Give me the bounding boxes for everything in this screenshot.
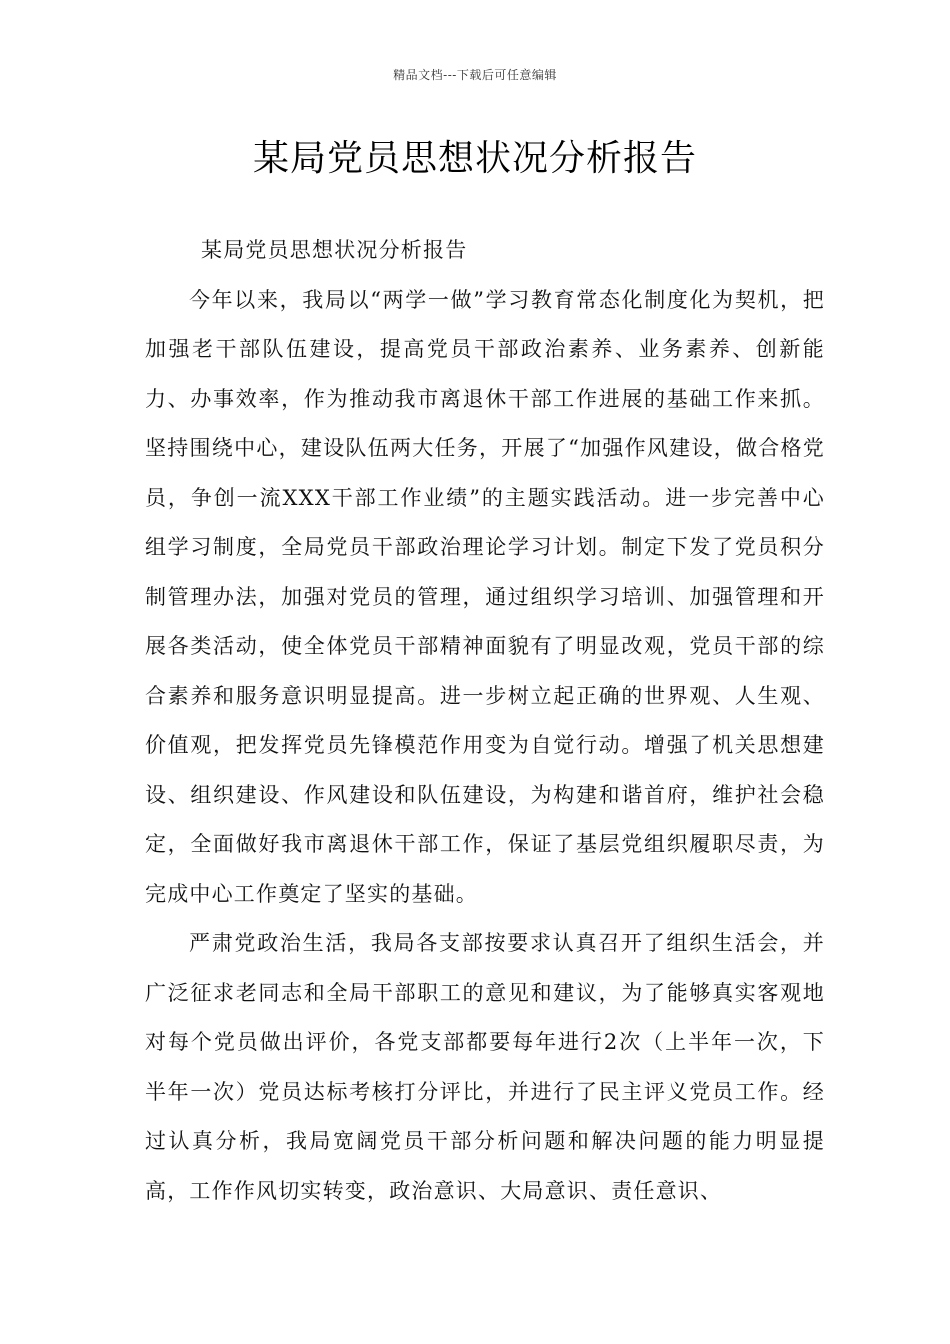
document-subtitle: 某局党员思想状况分析报告 [201,238,468,262]
paragraph: 今年以来，我局以“两学一做”学习教育常态化制度化为契机，把加强老干部队伍建设，提高党员干部政治素养、业务素养、创新能力、办事效率，作为推动我市离退休干部工作进展的基础工作来抓。坚持围绕中心，建设队伍两大任务，开展了“加强作风建设，做合格党员，争创一流XXX干部工作业绩”的主题实践活动。进一步完善中心组学习制度，全局党员干部政治理论学习计划。制定下发了党员积分制管理办法，加强对党员的管理，通过组织学习培训、加强管理和开展各类活动，使全体党员干部精神面貌有了明显改观，党员干部的综合素养和服务意识明显提高。进一步树立起正确的世界观、人生观、价值观，把发挥党员先锋模范作用变为自觉行动。增强了机关思想建设、组织建设、作风建设和队伍建设，为构建和谐首府，维护社会稳定，全面做好我市离退休干部工作，保证了基层党组织履职尽责，为完成中心工作奠定了坚实的基础。 [145,287,825,906]
paragraph: 严肃党政治生活，我局各支部按要求认真召开了组织生活会，并广泛征求老同志和全局干部职工的意见和建议，为了能够真实客观地对每个党员做出评价，各党支部都要每年进行2次（上半年一次，下半年一次）党员达标考核打分评比，并进行了民主评义党员工作。经过认真分析，我局宽阔党员干部分析问题和解决问题的能力明显提高，工作作风切实转变，政治意识、大局意识、责任意识、 [145,931,825,1203]
header-note: 精品文档---下载后可任意编辑 [393,68,557,82]
document-title: 某局党员思想状况分析报告 [252,138,697,179]
document-body [145,226,825,1216]
